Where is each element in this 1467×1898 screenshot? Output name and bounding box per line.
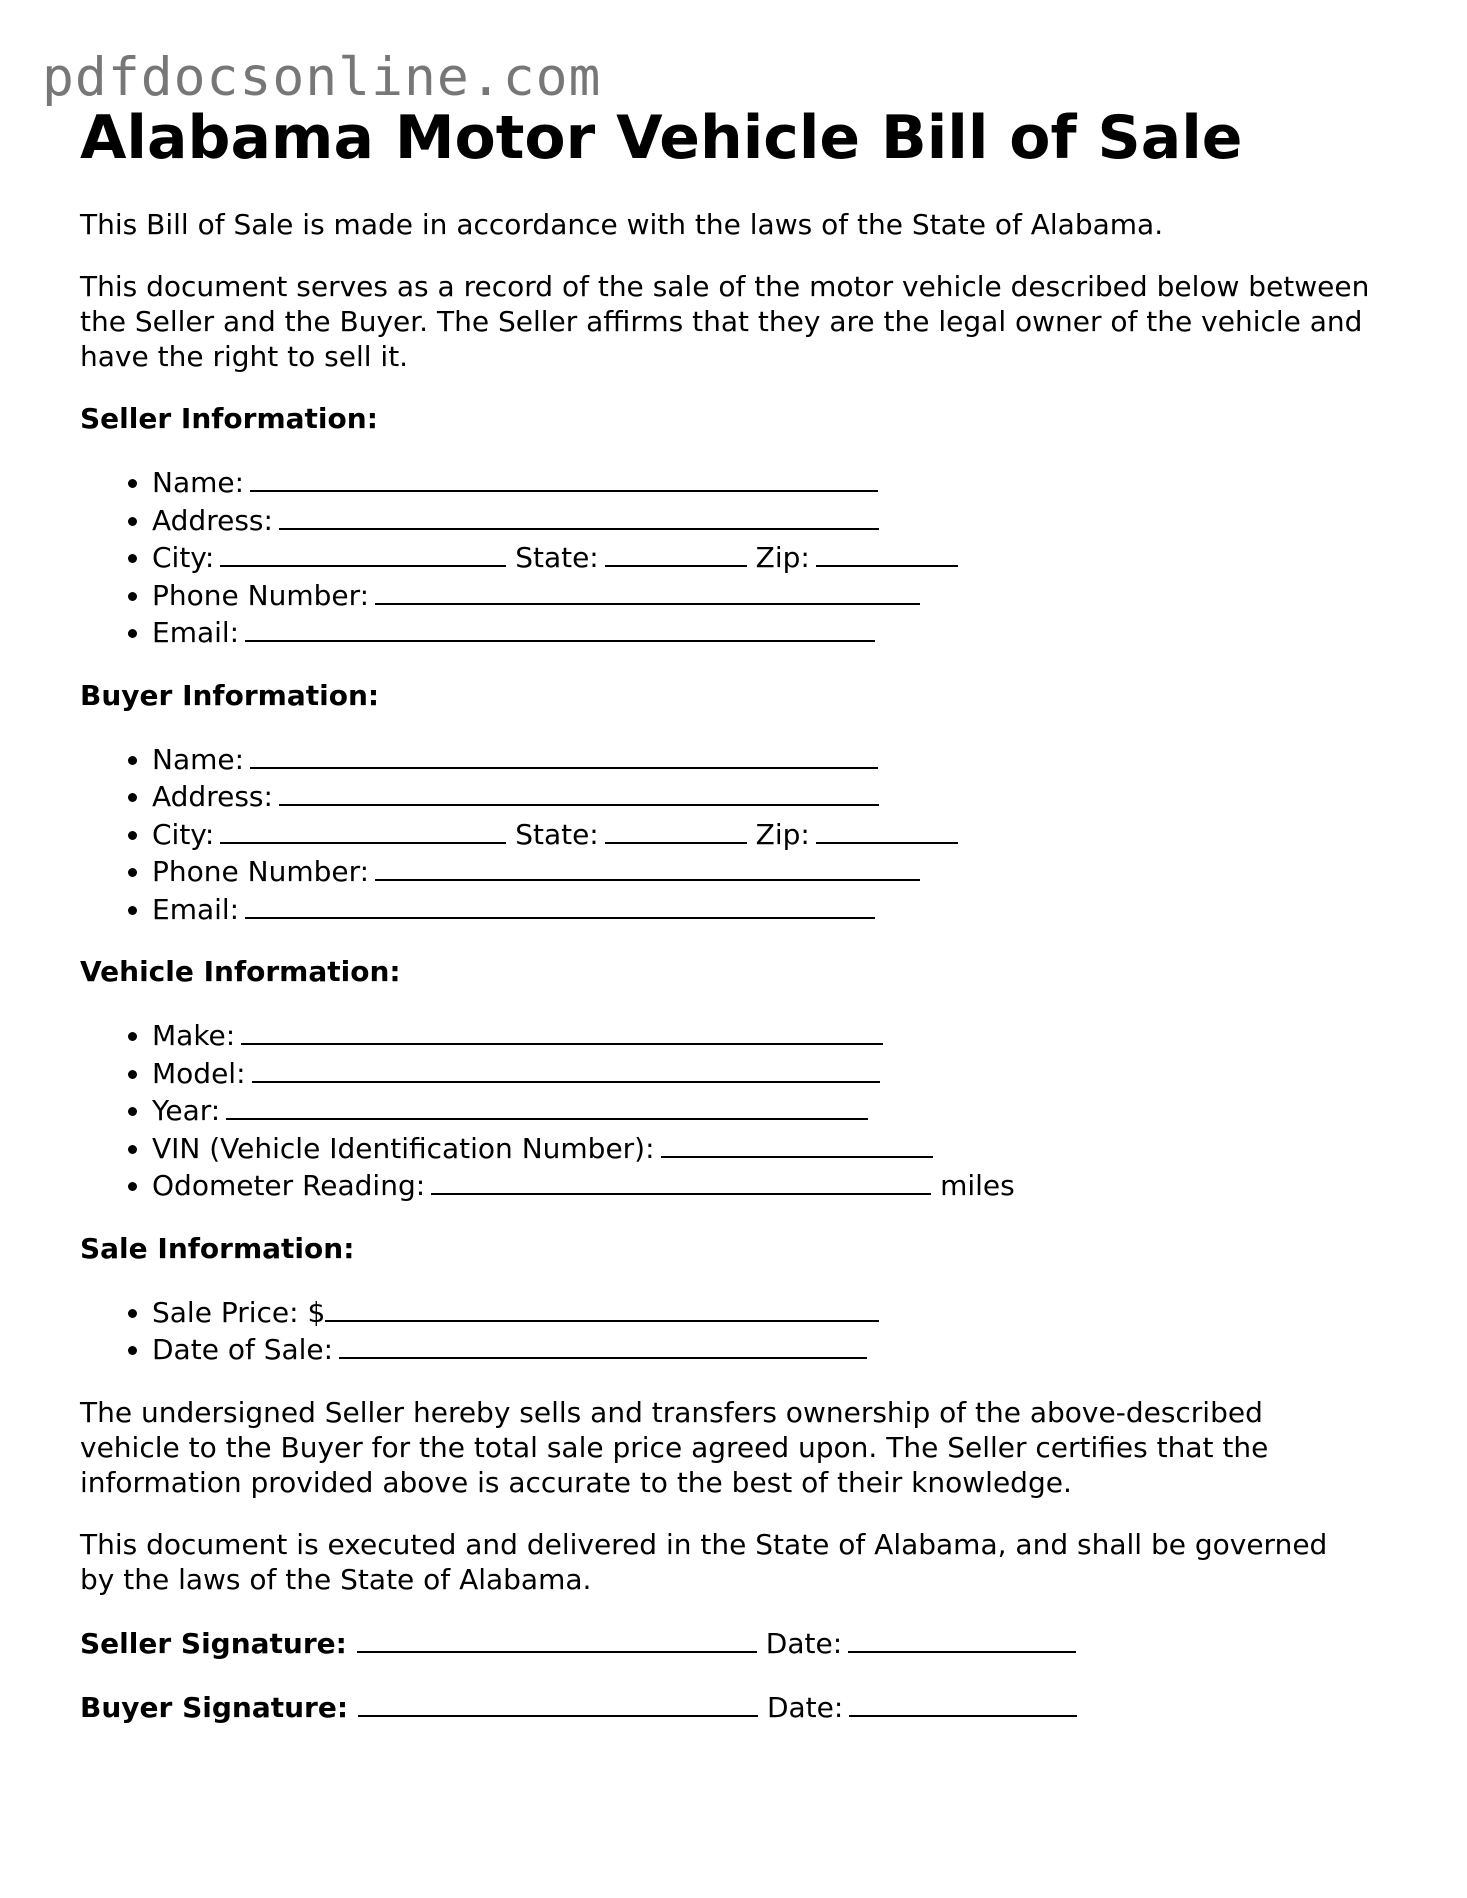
vehicle-miles-unit: miles — [940, 1169, 1015, 1202]
buyer-date-label: Date: — [766, 1690, 844, 1724]
sale-fields-list — [80, 1293, 1400, 1368]
vehicle-section-heading: Vehicle Information: — [80, 955, 401, 988]
seller-section-heading: Seller Information: — [80, 402, 378, 435]
buyer-phone-field[interactable] — [375, 852, 920, 881]
buyer-phone-label: Phone Number: — [152, 855, 370, 888]
buyer-address-label: Address: — [152, 780, 273, 813]
governing-law-paragraph: This document is executed and delivered in the State of Alabama, and shall be governed by the laws of the State of Alabama. — [80, 1527, 1328, 1596]
vehicle-make-field[interactable] — [241, 1016, 883, 1045]
seller-address-item — [152, 501, 1400, 539]
buyer-fields-list — [80, 740, 1400, 928]
vehicle-model-label: Model: — [152, 1056, 246, 1090]
buyer-signature-label: Buyer Signature: — [80, 1690, 349, 1724]
buyer-city-label: City: — [152, 817, 215, 851]
seller-email-field[interactable] — [245, 613, 875, 642]
seller-zip-label: Zip: — [755, 541, 810, 574]
vehicle-year-item — [152, 1091, 1400, 1129]
buyer-signature-row — [80, 1688, 1400, 1725]
seller-state-field[interactable] — [605, 538, 747, 567]
buyer-city-item — [152, 815, 1400, 853]
vehicle-make-label: Make: — [152, 1019, 236, 1052]
seller-name-item — [152, 463, 1400, 501]
vehicle-year-field[interactable] — [226, 1091, 868, 1120]
intro-paragraph-2: This document serves as a record of the sale of the motor vehicle described below between the Seller and the Buyer. The Seller affirms that they are the legal owner of the vehicle and have the right to sell it. — [80, 270, 1370, 373]
seller-date-field[interactable] — [848, 1624, 1076, 1653]
seller-signature-row — [80, 1624, 1400, 1661]
sale-section-heading: Sale Information: — [80, 1231, 355, 1265]
buyer-email-label: Email: — [152, 892, 240, 926]
buyer-date-field[interactable] — [849, 1688, 1077, 1717]
sale-date-item — [152, 1330, 1400, 1368]
buyer-state-label: State: — [515, 817, 599, 851]
buyer-zip-label: Zip: — [755, 817, 810, 851]
vehicle-vin-field[interactable] — [661, 1129, 933, 1158]
buyer-name-label: Name: — [152, 742, 245, 776]
vehicle-odometer-label: Odometer Reading: — [152, 1169, 426, 1202]
buyer-city-field[interactable] — [220, 815, 506, 844]
seller-phone-item — [152, 576, 1400, 614]
seller-city-field[interactable] — [220, 538, 506, 567]
buyer-state-field[interactable] — [605, 815, 747, 844]
seller-phone-label: Phone Number: — [152, 578, 370, 612]
sale-price-label: Sale Price: $ — [152, 1295, 326, 1329]
seller-name-label: Name: — [152, 466, 245, 499]
buyer-phone-item — [152, 852, 1400, 890]
buyer-name-item — [152, 740, 1400, 778]
seller-city-label: City: — [152, 541, 215, 574]
document-page — [80, 100, 1400, 1725]
document-title: Alabama Motor Vehicle Bill of Sale — [80, 103, 1243, 173]
vehicle-odometer-field[interactable] — [431, 1166, 931, 1195]
sale-date-field[interactable] — [339, 1330, 867, 1359]
buyer-signature-field[interactable] — [358, 1688, 758, 1717]
seller-email-label: Email: — [152, 616, 240, 649]
seller-date-label: Date: — [765, 1626, 843, 1660]
sale-date-label: Date of Sale: — [152, 1333, 334, 1366]
transfer-paragraph: The undersigned Seller hereby sells and transfers ownership of the above-described vehicle to the Buyer for the total sale price agreed upon. The Seller certifies that the information provided above is accurate to the best of their knowledge. — [80, 1395, 1269, 1499]
buyer-address-field[interactable] — [279, 777, 879, 806]
vehicle-fields-list — [80, 1016, 1400, 1204]
buyer-email-field[interactable] — [245, 890, 875, 919]
seller-address-label: Address: — [152, 503, 273, 537]
vehicle-year-label: Year: — [152, 1094, 221, 1127]
vehicle-odometer-item — [152, 1166, 1400, 1204]
seller-signature-field[interactable] — [357, 1624, 757, 1653]
vehicle-vin-label: VIN (Vehicle Identification Number): — [152, 1131, 655, 1165]
seller-signature-label: Seller Signature: — [80, 1626, 347, 1660]
seller-city-item — [152, 538, 1400, 576]
seller-zip-field[interactable] — [816, 538, 958, 567]
vehicle-make-item — [152, 1016, 1400, 1054]
seller-email-item — [152, 613, 1400, 651]
intro-paragraph-1: This Bill of Sale is made in accordance with the laws of the State of Alabama. — [80, 208, 1164, 241]
buyer-zip-field[interactable] — [816, 815, 958, 844]
seller-state-label: State: — [515, 541, 599, 574]
buyer-section-heading: Buyer Information: — [80, 678, 380, 712]
buyer-address-item — [152, 777, 1400, 815]
sale-price-field[interactable] — [325, 1293, 879, 1322]
seller-phone-field[interactable] — [375, 576, 920, 605]
vehicle-vin-item — [152, 1129, 1400, 1167]
seller-name-field[interactable] — [250, 463, 878, 492]
watermark: pdfdocsonline.com — [42, 47, 602, 108]
buyer-email-item — [152, 890, 1400, 928]
vehicle-model-item — [152, 1054, 1400, 1092]
seller-fields-list — [80, 463, 1400, 651]
seller-address-field[interactable] — [279, 501, 879, 530]
vehicle-model-field[interactable] — [252, 1054, 880, 1083]
sale-price-item — [152, 1293, 1400, 1331]
buyer-name-field[interactable] — [250, 740, 878, 769]
